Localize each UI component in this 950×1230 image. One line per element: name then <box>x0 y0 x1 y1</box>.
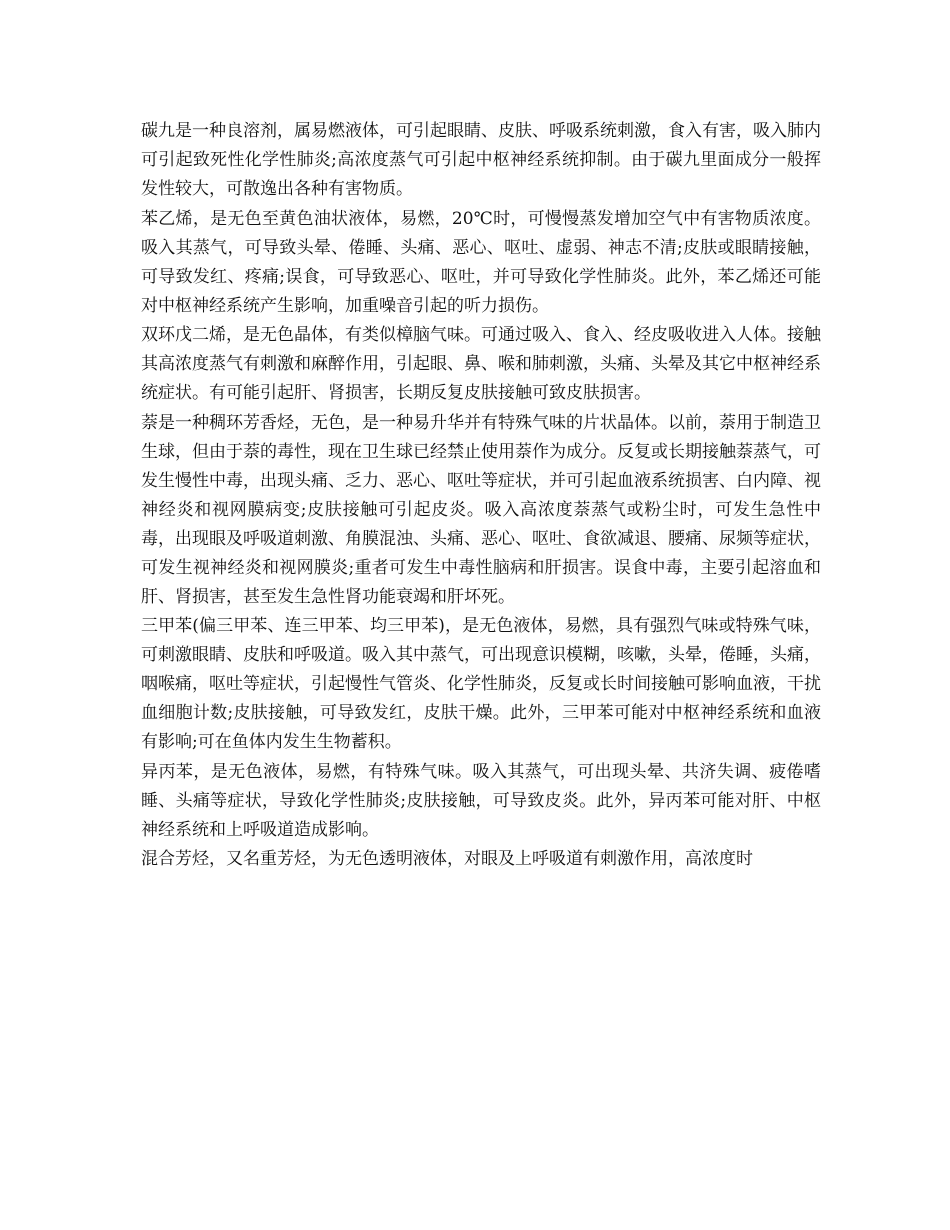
document-page <box>141 117 821 875</box>
paragraph-c9: 碳九是一种良溶剂，属易燃液体，可引起眼睛、皮肤、呼吸系统刺激，食入有害，吸入肺内可引起致死性化学性肺炎;高浓度蒸气可引起中枢神经系统抑制。由于碳九里面成分一般挥发性较大，可散逸出各种有害物质。 <box>141 121 821 199</box>
paragraph-dicyclopentadiene: 双环戊二烯，是无色晶体，有类似樟脑气味。可通过吸入、食入、经皮吸收进入人体。接触其高浓度蒸气有刺激和麻醉作用，引起眼、鼻、喉和肺刺激，头痛、头晕及其它中枢神经系统症状。有可能引起肝、肾损害，长期反复皮肤接触可致皮肤损害。 <box>141 325 821 403</box>
paragraph-trimethylbenzene: 三甲苯(偏三甲苯、连三甲苯、均三甲苯)，是无色液体，易燃，具有强烈气味或特殊气味，可刺激眼睛、皮肤和呼吸道。吸入其中蒸气，可出现意识模糊，咳嗽，头晕，倦睡，头痛，咽喉痛，呕吐等症状，引起慢性气管炎、化学性肺炎，反复或长时间接触可影响血液，干扰血细胞计数;皮肤接触，可导致发红，皮肤干燥。此外，三甲苯可能对中枢神经系统和血液有影响;可在鱼体内发生生物蓄积。 <box>141 616 821 752</box>
paragraph-naphthalene: 萘是一种稠环芳香烃，无色，是一种易升华并有特殊气味的片状晶体。以前，萘用于制造卫生球，但由于萘的毒性，现在卫生球已经禁止使用萘作为成分。反复或长期接触萘蒸气，可发生慢性中毒，出现头痛、乏力、恶心、呕吐等症状，并可引起血液系统损害、白内障、视神经炎和视网膜病变;皮肤接触可引起皮炎。吸入高浓度萘蒸气或粉尘时，可发生急性中毒，出现眼及呼吸道刺激、角膜混浊、头痛、恶心、呕吐、食欲减退、腰痛、尿频等症状，可发生视神经炎和视网膜炎;重者可发生中毒性脑病和肝损害。误食中毒，主要引起溶血和肝、肾损害，甚至发生急性肾功能衰竭和肝坏死。 <box>141 412 821 607</box>
paragraph-cumene: 异丙苯，是无色液体，易燃，有特殊气味。吸入其蒸气，可出现头晕、共济失调、疲倦嗜睡、头痛等症状，导致化学性肺炎;皮肤接触，可导致皮炎。此外，异丙苯可能对肝、中枢神经系统和上呼吸道造成影响。 <box>141 761 821 840</box>
paragraph-styrene: 苯乙烯，是无色至黄色油状液体，易燃，20℃时，可慢慢蒸发增加空气中有害物质浓度。吸入其蒸气，可导致头晕、倦睡、头痛、恶心、呕吐、虚弱、神志不清;皮肤或眼睛接触，可导致发红、疼痛;误食，可导致恶心、呕吐，并可导致化学性肺炎。此外，苯乙烯还可能对中枢神经系统产生影响，加重噪音引起的听力损伤。 <box>141 208 821 316</box>
paragraph-heavy-aromatics: 混合芳烃，又名重芳烃，为无色透明液体，对眼及上呼吸道有刺激作用，高浓度时 <box>141 849 753 869</box>
